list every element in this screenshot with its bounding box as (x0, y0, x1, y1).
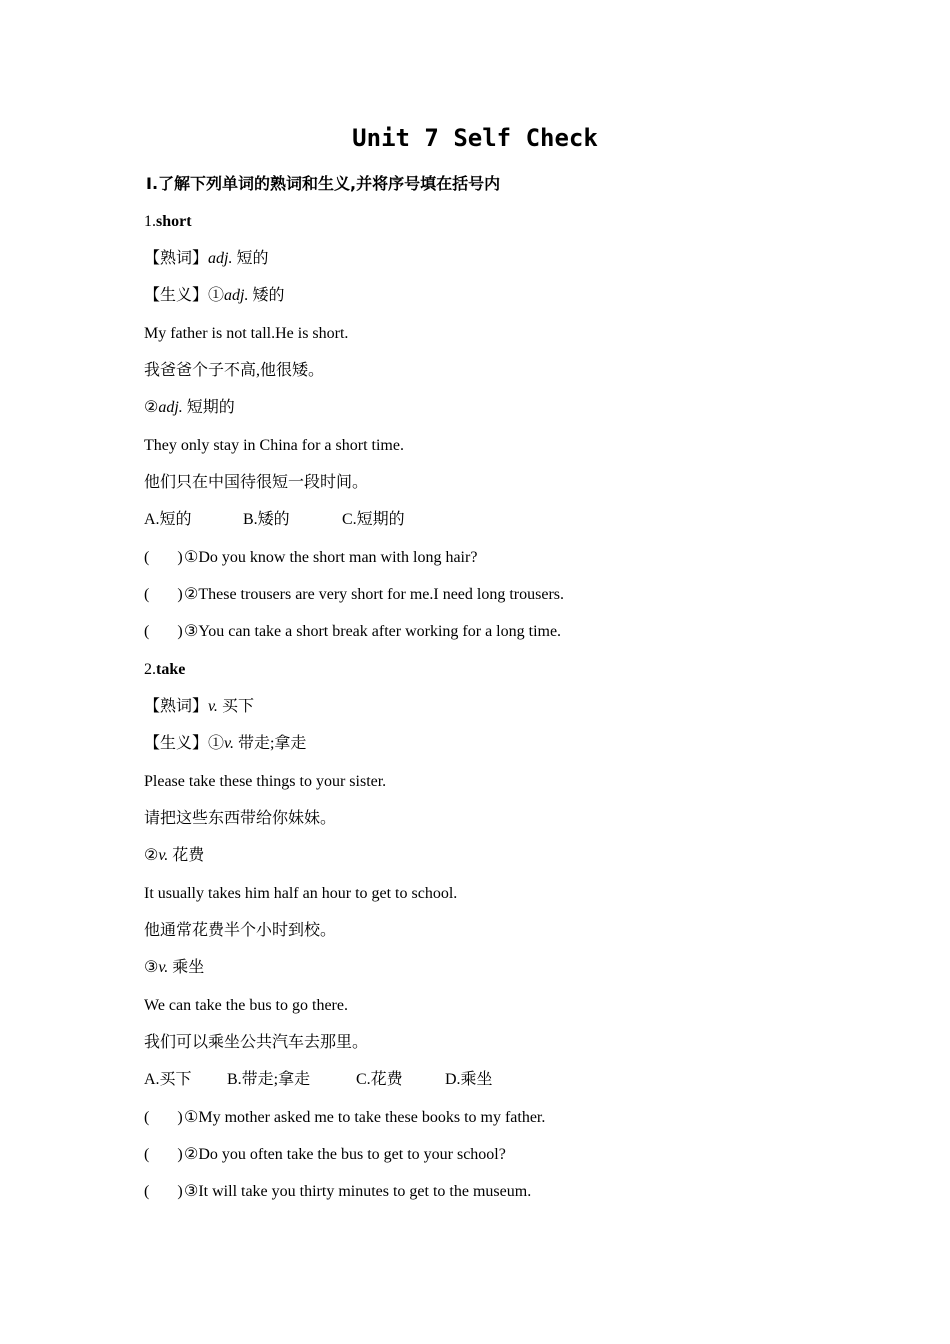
meaning: 花费 (168, 847, 205, 864)
paren-open: ( (144, 549, 150, 566)
new-meaning-3 (144, 958, 204, 978)
option: B.带走;拿走 (227, 1071, 311, 1088)
question-row (144, 1108, 545, 1128)
new-meaning-1 (144, 734, 306, 754)
section-heading: Ⅰ.了解下列单词的熟词和生义,并将序号填在括号内 (146, 174, 501, 193)
question-text: ①Do you know the short man with long hair? (184, 549, 478, 566)
new-meaning-2 (144, 398, 235, 418)
example-zh: 请把这些东西带给你妹妹。 (144, 810, 337, 827)
paren-close: ) (177, 1146, 183, 1163)
option: A.短的 (144, 511, 192, 528)
part-of-speech: v. (208, 698, 218, 715)
question-text: ①My mother asked me to take these books to my father. (184, 1109, 546, 1126)
meaning: 短的 (232, 250, 269, 267)
question-text: ②Do you often take the bus to get to your school? (184, 1146, 506, 1163)
answer-blank[interactable] (144, 1145, 184, 1165)
familiar-tag: 【熟词】 (144, 250, 209, 267)
example-en: They only stay in China for a short time. (144, 437, 404, 454)
options-row (144, 510, 405, 530)
part-of-speech: v. (158, 847, 169, 864)
example-zh: 他通常花费半个小时到校。 (144, 922, 337, 939)
new-meaning-tag: 【生义】 (144, 287, 209, 304)
paren-open: ( (144, 1109, 150, 1126)
word-title: short (156, 213, 192, 230)
sense-marker: ① (208, 735, 225, 752)
sense-marker: ③ (144, 959, 159, 976)
example-zh: 我们可以乘坐公共汽车去那里。 (144, 1034, 369, 1051)
part-of-speech: v. (158, 959, 169, 976)
part-of-speech: v. (224, 735, 234, 752)
answer-blank[interactable] (144, 585, 184, 605)
question-row (144, 1145, 506, 1165)
word-number: 1. (144, 213, 156, 230)
part-of-speech: adj. (224, 287, 249, 304)
paren-close: ) (177, 1183, 183, 1200)
paren-close: ) (177, 586, 183, 603)
option: C.短期的 (342, 511, 405, 528)
sense-marker: ① (208, 287, 225, 304)
question-row (144, 585, 564, 605)
sense-marker: ② (144, 399, 159, 416)
sense-marker: ② (144, 847, 159, 864)
paren-open: ( (144, 623, 150, 640)
word-heading (144, 212, 192, 232)
meaning: 买下 (217, 698, 254, 715)
word-heading (144, 660, 185, 680)
question-row (144, 548, 477, 568)
word-title: take (156, 661, 186, 678)
paren-open: ( (144, 1146, 150, 1163)
option: A.买下 (144, 1071, 192, 1088)
part-of-speech: adj. (158, 399, 183, 416)
example-zh: 他们只在中国待很短一段时间。 (144, 474, 369, 491)
new-meaning-1 (144, 286, 285, 306)
example-en: We can take the bus to go there. (144, 997, 348, 1014)
paren-close: ) (177, 549, 183, 566)
page-title: Unit 7 Self Check (352, 124, 598, 152)
question-text: ②These trousers are very short for me.I need long trousers. (184, 586, 564, 603)
new-meaning-2 (144, 846, 204, 866)
meaning: 短期的 (182, 399, 235, 416)
familiar-tag: 【熟词】 (144, 698, 209, 715)
example-en: It usually takes him half an hour to get to school. (144, 885, 458, 902)
paren-close: ) (177, 623, 183, 640)
answer-blank[interactable] (144, 1108, 184, 1128)
option: C.花费 (356, 1071, 403, 1088)
answer-blank[interactable] (144, 1182, 184, 1202)
question-row (144, 622, 561, 642)
option: B.矮的 (243, 511, 290, 528)
question-text: ③It will take you thirty minutes to get to the museum. (184, 1183, 532, 1200)
word-number: 2. (144, 661, 156, 678)
familiar-meaning (144, 697, 254, 717)
meaning: 矮的 (248, 287, 285, 304)
paren-open: ( (144, 586, 150, 603)
example-en: My father is not tall.He is short. (144, 325, 349, 342)
question-text: ③You can take a short break after working for a long time. (184, 623, 562, 640)
paren-close: ) (177, 1109, 183, 1126)
meaning: 带走;拿走 (233, 735, 307, 752)
familiar-meaning (144, 249, 268, 269)
new-meaning-tag: 【生义】 (144, 735, 209, 752)
example-zh: 我爸爸个子不高,他很矮。 (144, 362, 325, 379)
paren-open: ( (144, 1183, 150, 1200)
options-row (144, 1070, 493, 1090)
answer-blank[interactable] (144, 548, 184, 568)
option: D.乘坐 (445, 1071, 493, 1088)
example-en: Please take these things to your sister. (144, 773, 387, 790)
meaning: 乘坐 (168, 959, 205, 976)
part-of-speech: adj. (208, 250, 233, 267)
answer-blank[interactable] (144, 622, 184, 642)
question-row (144, 1182, 531, 1202)
